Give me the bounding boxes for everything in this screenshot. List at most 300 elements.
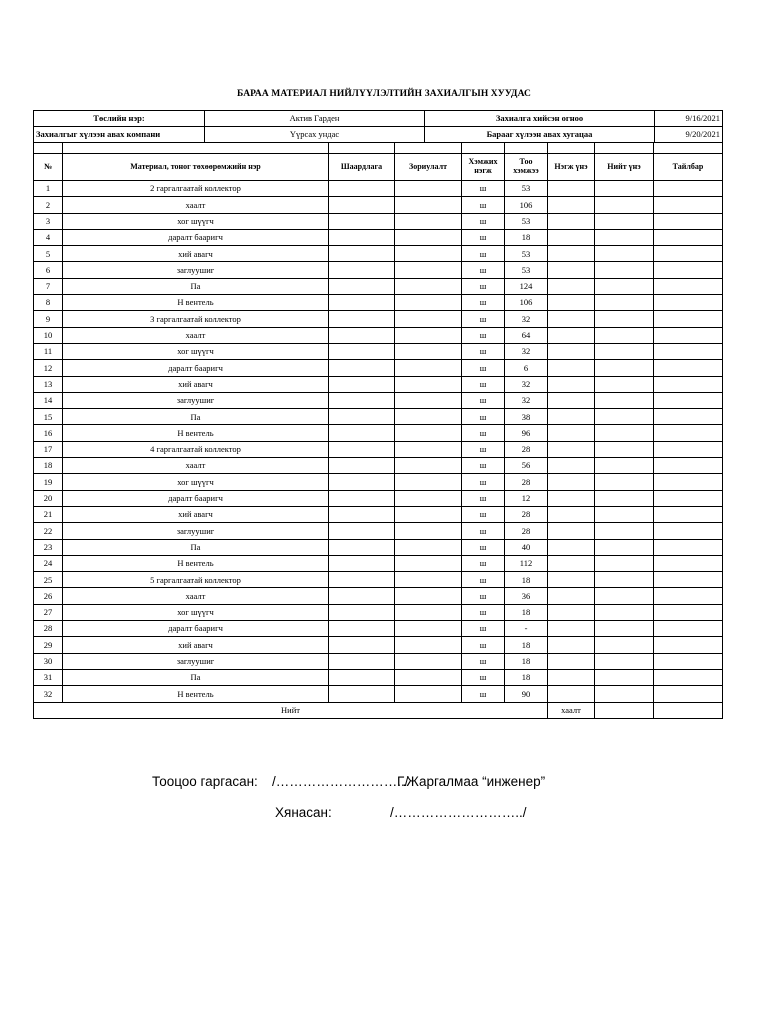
requirement-cell bbox=[329, 588, 395, 604]
purpose-cell bbox=[395, 311, 462, 327]
remarks-cell bbox=[654, 392, 723, 408]
total-row bbox=[34, 702, 723, 718]
unit-price-cell bbox=[548, 327, 595, 343]
material-name-cell: хаалт bbox=[63, 458, 329, 474]
purpose-cell bbox=[395, 588, 462, 604]
requirement-cell bbox=[329, 278, 395, 294]
material-name-cell: заглуушиг bbox=[63, 653, 329, 669]
quantity-cell: 53 bbox=[505, 213, 548, 229]
unit-price-cell bbox=[548, 213, 595, 229]
row-number-cell: 26 bbox=[34, 588, 63, 604]
purpose-cell bbox=[395, 197, 462, 213]
table-row bbox=[34, 637, 723, 653]
quantity-cell: 106 bbox=[505, 295, 548, 311]
row-number-cell: 19 bbox=[34, 474, 63, 490]
purpose-cell bbox=[395, 343, 462, 359]
quantity-cell: 53 bbox=[505, 246, 548, 262]
unit-cell: ш bbox=[462, 425, 505, 441]
unit-cell: ш bbox=[462, 441, 505, 457]
material-name-cell: 4 гаргалгаатай коллектор bbox=[63, 441, 329, 457]
unit-price-cell bbox=[548, 295, 595, 311]
quantity-cell: 112 bbox=[505, 555, 548, 571]
quantity-cell: 28 bbox=[505, 474, 548, 490]
material-name-cell: хог шүүгч bbox=[63, 213, 329, 229]
quantity-cell: 28 bbox=[505, 523, 548, 539]
table-row bbox=[34, 327, 723, 343]
spacer-row bbox=[34, 143, 723, 154]
header-row-receiver bbox=[34, 127, 723, 143]
table-row bbox=[34, 311, 723, 327]
remarks-cell bbox=[654, 360, 723, 376]
unit-cell: ш bbox=[462, 588, 505, 604]
requirement-cell bbox=[329, 392, 395, 408]
purpose-cell bbox=[395, 637, 462, 653]
total-price-cell bbox=[595, 409, 654, 425]
row-number-cell: 11 bbox=[34, 343, 63, 359]
table-row bbox=[34, 229, 723, 245]
purpose-cell bbox=[395, 262, 462, 278]
requirement-cell bbox=[329, 197, 395, 213]
row-number-cell: 16 bbox=[34, 425, 63, 441]
unit-price-cell bbox=[548, 311, 595, 327]
purpose-cell bbox=[395, 181, 462, 197]
remarks-cell bbox=[654, 278, 723, 294]
col-header-unit-price: Нэгж үнэ bbox=[548, 154, 595, 181]
col-header-quantity: Тоо хэмжээ bbox=[505, 154, 548, 181]
document-title: БАРАА МАТЕРИАЛ НИЙЛҮҮЛЭЛТИЙН ЗАХИАЛГЫН ХУУДАС bbox=[236, 89, 532, 99]
remarks-cell bbox=[654, 246, 723, 262]
unit-cell: ш bbox=[462, 392, 505, 408]
unit-cell: ш bbox=[462, 278, 505, 294]
row-number-cell: 23 bbox=[34, 539, 63, 555]
table-row bbox=[34, 376, 723, 392]
material-name-cell: хий авагч bbox=[63, 637, 329, 653]
prepared-by-name: Г.Жаргалмаа “инженер” bbox=[397, 774, 546, 789]
row-number-cell: 13 bbox=[34, 376, 63, 392]
quantity-cell: 90 bbox=[505, 686, 548, 702]
table-row bbox=[34, 197, 723, 213]
row-number-cell: 1 bbox=[34, 181, 63, 197]
quantity-cell: 18 bbox=[505, 229, 548, 245]
quantity-cell: 64 bbox=[505, 327, 548, 343]
quantity-cell: 124 bbox=[505, 278, 548, 294]
row-number-cell: 29 bbox=[34, 637, 63, 653]
unit-cell: ш bbox=[462, 621, 505, 637]
unit-cell: ш bbox=[462, 409, 505, 425]
unit-price-cell bbox=[548, 376, 595, 392]
table-row bbox=[34, 621, 723, 637]
unit-cell: ш bbox=[462, 686, 505, 702]
remarks-cell bbox=[654, 229, 723, 245]
remarks-cell bbox=[654, 197, 723, 213]
purpose-cell bbox=[395, 555, 462, 571]
requirement-cell bbox=[329, 555, 395, 571]
purpose-cell bbox=[395, 376, 462, 392]
order-date-label: Захиалга хийсэн огноо bbox=[425, 111, 655, 127]
unit-price-cell bbox=[548, 278, 595, 294]
unit-cell: ш bbox=[462, 555, 505, 571]
unit-cell: ш bbox=[462, 458, 505, 474]
remarks-cell bbox=[654, 539, 723, 555]
table-row bbox=[34, 474, 723, 490]
table-row bbox=[34, 669, 723, 685]
remarks-cell bbox=[654, 572, 723, 588]
table-row bbox=[34, 181, 723, 197]
row-number-cell: 7 bbox=[34, 278, 63, 294]
material-name-cell: 5 гаргалгаатай коллектор bbox=[63, 572, 329, 588]
col-header-purpose: Зориулалт bbox=[395, 154, 462, 181]
material-name-cell: Н вентель bbox=[63, 425, 329, 441]
purpose-cell bbox=[395, 213, 462, 229]
unit-price-cell bbox=[548, 637, 595, 653]
remarks-cell bbox=[654, 669, 723, 685]
remarks-cell bbox=[654, 458, 723, 474]
quantity-cell: 18 bbox=[505, 653, 548, 669]
total-price-cell bbox=[595, 376, 654, 392]
table-row bbox=[34, 458, 723, 474]
requirement-cell bbox=[329, 181, 395, 197]
requirement-cell bbox=[329, 523, 395, 539]
material-name-cell: хий авагч bbox=[63, 246, 329, 262]
project-name-value: Актив Гарден bbox=[205, 111, 425, 127]
unit-cell: ш bbox=[462, 246, 505, 262]
row-number-cell: 15 bbox=[34, 409, 63, 425]
remarks-cell bbox=[654, 213, 723, 229]
unit-cell: ш bbox=[462, 506, 505, 522]
material-name-cell: даралт бааригч bbox=[63, 490, 329, 506]
unit-price-cell bbox=[548, 572, 595, 588]
row-number-cell: 32 bbox=[34, 686, 63, 702]
unit-cell: ш bbox=[462, 572, 505, 588]
table-row bbox=[34, 425, 723, 441]
col-header-unit: Хэмжих нэгж bbox=[462, 154, 505, 181]
total-price-cell bbox=[595, 181, 654, 197]
quantity-cell: 40 bbox=[505, 539, 548, 555]
unit-price-cell bbox=[548, 490, 595, 506]
unit-price-cell bbox=[548, 229, 595, 245]
material-name-cell: Н вентель bbox=[63, 295, 329, 311]
table-row bbox=[34, 392, 723, 408]
requirement-cell bbox=[329, 311, 395, 327]
total-note: хаалт bbox=[548, 702, 595, 718]
unit-cell: ш bbox=[462, 474, 505, 490]
order-header-table bbox=[33, 110, 723, 143]
material-name-cell: хаалт bbox=[63, 327, 329, 343]
quantity-cell: 18 bbox=[505, 572, 548, 588]
unit-cell: ш bbox=[462, 343, 505, 359]
remarks-cell bbox=[654, 555, 723, 571]
table-row bbox=[34, 213, 723, 229]
quantity-cell: 38 bbox=[505, 409, 548, 425]
remarks-cell bbox=[654, 637, 723, 653]
remarks-cell bbox=[654, 181, 723, 197]
material-name-cell: заглуушиг bbox=[63, 392, 329, 408]
purpose-cell bbox=[395, 621, 462, 637]
purpose-cell bbox=[395, 229, 462, 245]
quantity-cell: 53 bbox=[505, 262, 548, 278]
purpose-cell bbox=[395, 474, 462, 490]
purpose-cell bbox=[395, 425, 462, 441]
remarks-cell bbox=[654, 523, 723, 539]
table-row bbox=[34, 588, 723, 604]
quantity-cell: 18 bbox=[505, 604, 548, 620]
row-number-cell: 30 bbox=[34, 653, 63, 669]
purpose-cell bbox=[395, 458, 462, 474]
unit-cell: ш bbox=[462, 197, 505, 213]
unit-cell: ш bbox=[462, 181, 505, 197]
remarks-cell bbox=[654, 376, 723, 392]
row-number-cell: 6 bbox=[34, 262, 63, 278]
table-row bbox=[34, 295, 723, 311]
table-row bbox=[34, 343, 723, 359]
row-number-cell: 27 bbox=[34, 604, 63, 620]
requirement-cell bbox=[329, 360, 395, 376]
total-price-cell bbox=[595, 441, 654, 457]
material-name-cell: Н вентель bbox=[63, 686, 329, 702]
purpose-cell bbox=[395, 392, 462, 408]
receive-deadline-value: 9/20/2021 bbox=[655, 127, 723, 143]
table-row bbox=[34, 686, 723, 702]
item-rows bbox=[34, 181, 723, 703]
unit-cell: ш bbox=[462, 523, 505, 539]
header-row-project bbox=[34, 111, 723, 127]
total-price-cell bbox=[595, 343, 654, 359]
total-price-cell bbox=[595, 702, 654, 718]
unit-price-cell bbox=[548, 197, 595, 213]
purpose-cell bbox=[395, 409, 462, 425]
unit-cell: ш bbox=[462, 327, 505, 343]
col-header-remarks: Тайлбар bbox=[654, 154, 723, 181]
materials-table bbox=[33, 143, 723, 719]
unit-price-cell bbox=[548, 392, 595, 408]
unit-cell: ш bbox=[462, 669, 505, 685]
total-remarks-cell bbox=[654, 702, 723, 718]
unit-cell: ш bbox=[462, 539, 505, 555]
requirement-cell bbox=[329, 229, 395, 245]
table-row bbox=[34, 278, 723, 294]
table-row bbox=[34, 555, 723, 571]
prepared-by-signature-line: /………………………../ bbox=[272, 774, 409, 789]
row-number-cell: 3 bbox=[34, 213, 63, 229]
table-row bbox=[34, 653, 723, 669]
unit-price-cell bbox=[548, 425, 595, 441]
quantity-cell: 36 bbox=[505, 588, 548, 604]
row-number-cell: 22 bbox=[34, 523, 63, 539]
unit-cell: ш bbox=[462, 653, 505, 669]
unit-cell: ш bbox=[462, 604, 505, 620]
unit-price-cell bbox=[548, 458, 595, 474]
total-price-cell bbox=[595, 360, 654, 376]
remarks-cell bbox=[654, 311, 723, 327]
remarks-cell bbox=[654, 343, 723, 359]
requirement-cell bbox=[329, 506, 395, 522]
unit-price-cell bbox=[548, 621, 595, 637]
row-number-cell: 9 bbox=[34, 311, 63, 327]
col-header-material: Материал, тоног төхөөрөмжийн нэр bbox=[63, 154, 329, 181]
receiving-company-value: Үүрсах ундас bbox=[205, 127, 425, 143]
total-price-cell bbox=[595, 311, 654, 327]
material-name-cell: даралт бааригч bbox=[63, 360, 329, 376]
row-number-cell: 14 bbox=[34, 392, 63, 408]
receive-deadline-label: Барааг хүлээн авах хугацаа bbox=[425, 127, 655, 143]
quantity-cell: 32 bbox=[505, 311, 548, 327]
row-number-cell: 25 bbox=[34, 572, 63, 588]
remarks-cell bbox=[654, 295, 723, 311]
quantity-cell: 18 bbox=[505, 669, 548, 685]
remarks-cell bbox=[654, 262, 723, 278]
total-price-cell bbox=[595, 555, 654, 571]
prepared-by-label: Тооцоо гаргасан: bbox=[152, 774, 258, 789]
quantity-cell: 6 bbox=[505, 360, 548, 376]
material-name-cell: хог шүүгч bbox=[63, 343, 329, 359]
requirement-cell bbox=[329, 572, 395, 588]
total-price-cell bbox=[595, 295, 654, 311]
unit-price-cell bbox=[548, 686, 595, 702]
unit-price-cell bbox=[548, 555, 595, 571]
unit-price-cell bbox=[548, 604, 595, 620]
requirement-cell bbox=[329, 246, 395, 262]
quantity-cell: 96 bbox=[505, 425, 548, 441]
total-price-cell bbox=[595, 604, 654, 620]
unit-cell: ш bbox=[462, 376, 505, 392]
unit-price-cell bbox=[548, 506, 595, 522]
requirement-cell bbox=[329, 343, 395, 359]
total-price-cell bbox=[595, 588, 654, 604]
quantity-cell: 32 bbox=[505, 343, 548, 359]
table-row bbox=[34, 506, 723, 522]
purpose-cell bbox=[395, 246, 462, 262]
requirement-cell bbox=[329, 409, 395, 425]
unit-cell: ш bbox=[462, 490, 505, 506]
purpose-cell bbox=[395, 490, 462, 506]
quantity-cell: 56 bbox=[505, 458, 548, 474]
quantity-cell: 28 bbox=[505, 506, 548, 522]
total-price-cell bbox=[595, 637, 654, 653]
total-price-cell bbox=[595, 653, 654, 669]
unit-price-cell bbox=[548, 181, 595, 197]
remarks-cell bbox=[654, 474, 723, 490]
requirement-cell bbox=[329, 327, 395, 343]
table-row bbox=[34, 246, 723, 262]
unit-price-cell bbox=[548, 653, 595, 669]
total-price-cell bbox=[595, 262, 654, 278]
remarks-cell bbox=[654, 441, 723, 457]
purpose-cell bbox=[395, 506, 462, 522]
total-price-cell bbox=[595, 197, 654, 213]
table-row bbox=[34, 523, 723, 539]
material-name-cell: даралт бааригч bbox=[63, 621, 329, 637]
quantity-cell: 53 bbox=[505, 181, 548, 197]
unit-price-cell bbox=[548, 262, 595, 278]
project-name-label: Төслийн нэр: bbox=[34, 111, 205, 127]
material-name-cell: Па bbox=[63, 409, 329, 425]
row-number-cell: 20 bbox=[34, 490, 63, 506]
total-price-cell bbox=[595, 686, 654, 702]
requirement-cell bbox=[329, 686, 395, 702]
material-name-cell: Па bbox=[63, 669, 329, 685]
requirement-cell bbox=[329, 669, 395, 685]
unit-price-cell bbox=[548, 343, 595, 359]
row-number-cell: 5 bbox=[34, 246, 63, 262]
purpose-cell bbox=[395, 653, 462, 669]
purpose-cell bbox=[395, 604, 462, 620]
table-row bbox=[34, 441, 723, 457]
unit-cell: ш bbox=[462, 229, 505, 245]
unit-price-cell bbox=[548, 246, 595, 262]
requirement-cell bbox=[329, 604, 395, 620]
material-name-cell: 2 гаргалгаатай коллектор bbox=[63, 181, 329, 197]
total-price-cell bbox=[595, 425, 654, 441]
unit-price-cell bbox=[548, 669, 595, 685]
row-number-cell: 18 bbox=[34, 458, 63, 474]
material-name-cell: хий авагч bbox=[63, 506, 329, 522]
material-name-cell: заглуушиг bbox=[63, 523, 329, 539]
total-price-cell bbox=[595, 572, 654, 588]
quantity-cell: 106 bbox=[505, 197, 548, 213]
material-name-cell: заглуушиг bbox=[63, 262, 329, 278]
purpose-cell bbox=[395, 686, 462, 702]
total-price-cell bbox=[595, 539, 654, 555]
unit-price-cell bbox=[548, 360, 595, 376]
remarks-cell bbox=[654, 621, 723, 637]
total-price-cell bbox=[595, 523, 654, 539]
col-header-number: № bbox=[34, 154, 63, 181]
table-row bbox=[34, 572, 723, 588]
material-name-cell: хий авагч bbox=[63, 376, 329, 392]
purpose-cell bbox=[395, 441, 462, 457]
purpose-cell bbox=[395, 669, 462, 685]
total-label: Нийт bbox=[34, 702, 548, 718]
table-row bbox=[34, 262, 723, 278]
total-price-cell bbox=[595, 327, 654, 343]
table-row bbox=[34, 604, 723, 620]
requirement-cell bbox=[329, 474, 395, 490]
row-number-cell: 31 bbox=[34, 669, 63, 685]
col-header-total-price: Нийт үнэ bbox=[595, 154, 654, 181]
requirement-cell bbox=[329, 376, 395, 392]
requirement-cell bbox=[329, 539, 395, 555]
remarks-cell bbox=[654, 425, 723, 441]
row-number-cell: 12 bbox=[34, 360, 63, 376]
purpose-cell bbox=[395, 572, 462, 588]
remarks-cell bbox=[654, 588, 723, 604]
row-number-cell: 4 bbox=[34, 229, 63, 245]
material-name-cell: хог шүүгч bbox=[63, 604, 329, 620]
order-date-value: 9/16/2021 bbox=[655, 111, 723, 127]
checked-by-signature-line: /………………………../ bbox=[390, 805, 527, 820]
table-row bbox=[34, 490, 723, 506]
col-header-requirement: Шаардлага bbox=[329, 154, 395, 181]
requirement-cell bbox=[329, 262, 395, 278]
quantity-cell: 32 bbox=[505, 392, 548, 408]
unit-price-cell bbox=[548, 523, 595, 539]
remarks-cell bbox=[654, 490, 723, 506]
total-price-cell bbox=[595, 392, 654, 408]
purpose-cell bbox=[395, 295, 462, 311]
row-number-cell: 2 bbox=[34, 197, 63, 213]
total-price-cell bbox=[595, 458, 654, 474]
material-name-cell: 3 гаргалгаатай коллектор bbox=[63, 311, 329, 327]
total-price-cell bbox=[595, 669, 654, 685]
quantity-cell: 28 bbox=[505, 441, 548, 457]
requirement-cell bbox=[329, 637, 395, 653]
remarks-cell bbox=[654, 653, 723, 669]
unit-price-cell bbox=[548, 539, 595, 555]
material-name-cell: Н вентель bbox=[63, 555, 329, 571]
material-name-cell: хаалт bbox=[63, 197, 329, 213]
purpose-cell bbox=[395, 278, 462, 294]
quantity-cell: 18 bbox=[505, 637, 548, 653]
